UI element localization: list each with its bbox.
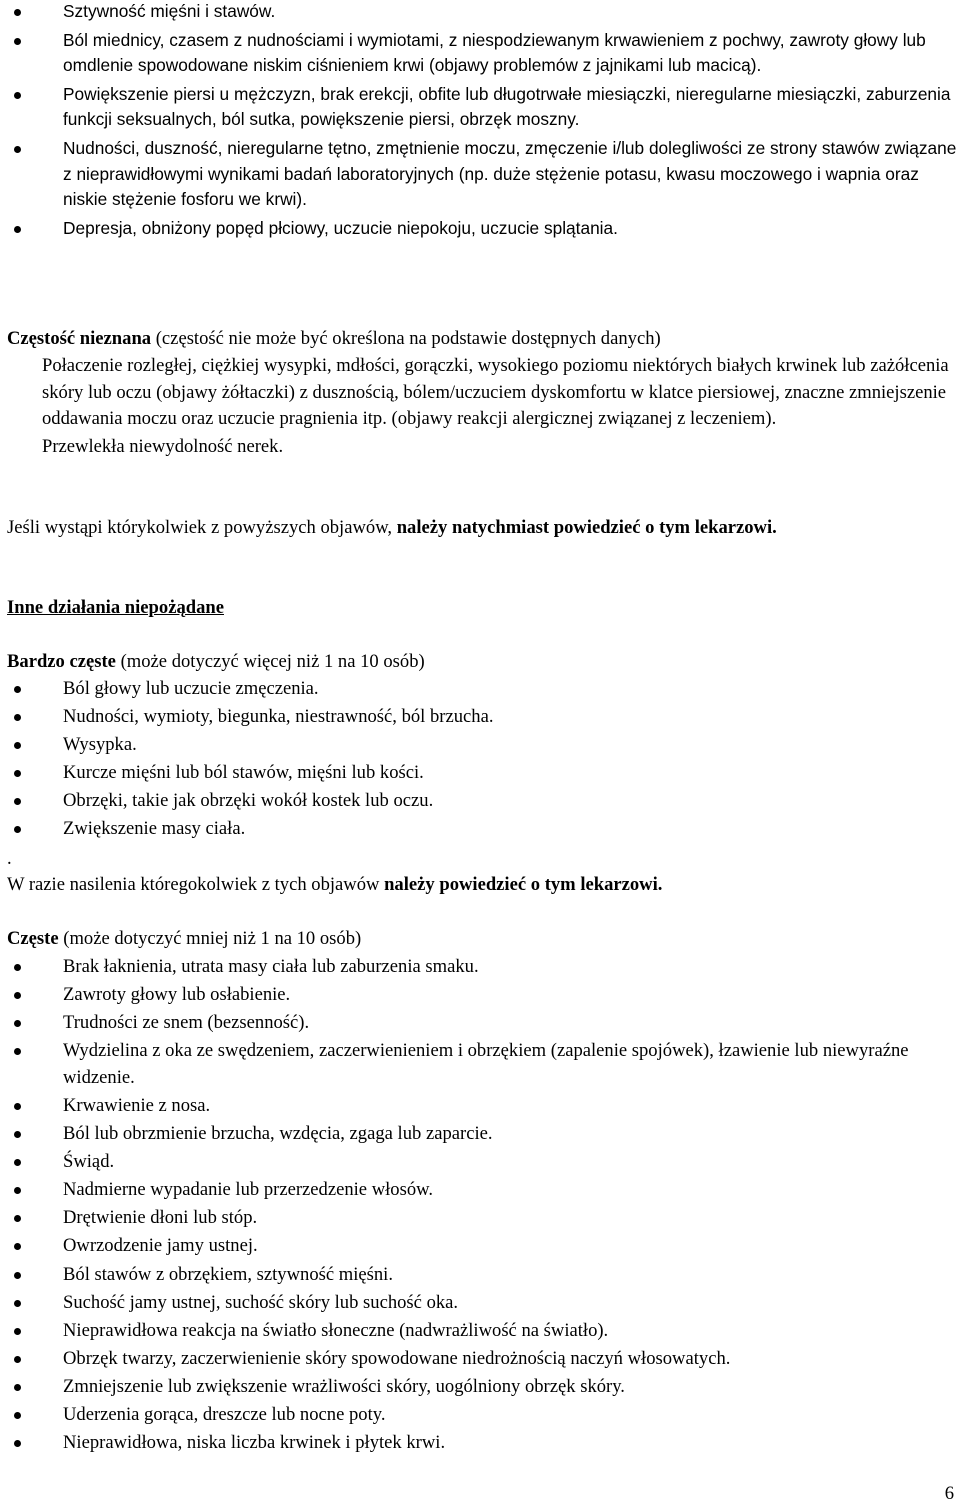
bullet-icon — [14, 992, 21, 999]
list-item: Trudności ze snem (bezsenność). — [63, 1010, 958, 1037]
list-item: Nieprawidłowa, niska liczba krwinek i płytek krwi. — [63, 1430, 958, 1457]
list-item: Owrzodzenie jamy ustnej. — [63, 1233, 958, 1260]
list-item: Krwawienie z nosa. — [63, 1093, 958, 1120]
common-list — [63, 954, 958, 1458]
bullet-icon — [14, 226, 21, 233]
list-item: Świąd. — [63, 1149, 958, 1176]
warning-paragraph-2: W razie nasilenia któregokolwiek z tych objawów należy powiedzieć o tym lekarzowi. — [7, 874, 663, 895]
list-item: Obrzęk twarzy, zaczerwienienie skóry spowodowane niedrożnością naczyń włosowatych. — [63, 1346, 958, 1373]
frequency-unknown-list — [42, 353, 960, 461]
bullet-icon — [14, 826, 21, 833]
bullet-icon — [14, 1300, 21, 1307]
list-item: Zmniejszenie lub zwiększenie wrażliwości skóry, uogólniony obrzęk skóry. — [63, 1374, 958, 1401]
stray-period: . — [7, 848, 12, 869]
bullet-icon — [14, 1384, 21, 1391]
bullet-icon — [14, 38, 21, 45]
list-item: Depresja, obniżony popęd płciowy, uczucie niepokoju, uczucie splątania. — [63, 216, 958, 242]
section-heading: Inne działania niepożądane — [7, 597, 224, 618]
list-item: Połaczenie rozległej, ciężkiej wysypki, mdłości, gorączki, wysokiego poziomu niektórych białych krwinek lub zażółcenia skóry lub oczu (objawy żółtaczki) z dusznością, bólem/uczuciem dyskomfortu w klatce piersiowej, znaczne zmniejszenie oddawania moczu oraz uczucie pragnienia itp. (objawy reakcji alergicznej związanej z leczeniem). — [42, 355, 949, 430]
list-item: Uderzenia gorąca, dreszcze lub nocne poty. — [63, 1402, 958, 1429]
top-symptom-list — [63, 0, 958, 244]
list-item: Sztywność mięśni i stawów. — [63, 0, 958, 25]
list-item: Zawroty głowy lub osłabienie. — [63, 982, 958, 1009]
bullet-icon — [14, 1048, 21, 1055]
common-heading: Częste (może dotyczyć mniej niż 1 na 10 osób) — [7, 928, 362, 949]
bullet-icon — [14, 9, 21, 16]
list-item: Ból głowy lub uczucie zmęczenia. — [63, 676, 958, 703]
bullet-icon — [14, 1440, 21, 1447]
bullet-icon — [14, 770, 21, 777]
list-item: Przewlekła niewydolność nerek. — [42, 435, 284, 457]
bullet-icon — [14, 146, 21, 153]
bullet-icon — [14, 1187, 21, 1194]
list-item: Kurcze mięśni lub ból stawów, mięśni lub kości. — [63, 760, 958, 787]
bullet-icon — [14, 1159, 21, 1166]
bullet-icon — [14, 1328, 21, 1335]
bullet-icon — [14, 1412, 21, 1419]
list-item: Obrzęki, takie jak obrzęki wokół kostek lub oczu. — [63, 788, 958, 815]
bullet-icon — [14, 1356, 21, 1363]
bullet-icon — [14, 1020, 21, 1027]
list-item: Wydzielina z oka ze swędzeniem, zaczerwienieniem i obrzękiem (zapalenie spojówek), łzawienie lub niewyraźne widzenie. — [63, 1038, 958, 1091]
list-item: Powiększenie piersi u mężczyzn, brak erekcji, obfite lub długotrwałe miesiączki, nieregularne miesiączki, zaburzenia funkcji seksualnych, ból sutka, powiększenie piersi, obrzęk moszny. — [63, 82, 958, 133]
bullet-icon — [14, 714, 21, 721]
warning-paragraph: Jeśli wystąpi którykolwiek z powyższych objawów, należy natychmiast powiedzieć o tym lekarzowi. — [7, 517, 777, 538]
bullet-icon — [14, 92, 21, 99]
list-item: Nieprawidłowa reakcja na światło słoneczne (nadwrażliwość na światło). — [63, 1318, 958, 1345]
bullet-icon — [14, 686, 21, 693]
frequency-unknown-heading: Częstość nieznana (częstość nie może być określona na podstawie dostępnych danych) — [7, 328, 661, 349]
list-item: Brak łaknienia, utrata masy ciała lub zaburzenia smaku. — [63, 954, 958, 981]
bullet-icon — [14, 1131, 21, 1138]
list-item: Ból lub obrzmienie brzucha, wzdęcia, zgaga lub zaparcie. — [63, 1121, 958, 1148]
list-item: Zwiększenie masy ciała. — [63, 816, 958, 843]
page-number: 6 — [944, 1483, 954, 1504]
list-item: Suchość jamy ustnej, suchość skóry lub suchość oka. — [63, 1290, 958, 1317]
bullet-icon — [14, 1215, 21, 1222]
list-item: Ból stawów z obrzękiem, sztywność mięśni. — [63, 1262, 958, 1289]
list-item: Ból miednicy, czasem z nudnościami i wymiotami, z niespodziewanym krwawieniem z pochwy, zawroty głowy lub omdlenie spowodowane niskim ciśnieniem krwi (objawy problemów z jajnikami lub macicą). — [63, 28, 958, 79]
list-item: Wysypka. — [63, 732, 958, 759]
bullet-icon — [14, 1103, 21, 1110]
bullet-icon — [14, 964, 21, 971]
bullet-icon — [14, 1243, 21, 1250]
bullet-icon — [14, 798, 21, 805]
list-item: Nudności, wymioty, biegunka, niestrawność, ból brzucha. — [63, 704, 958, 731]
list-item: Drętwienie dłoni lub stóp. — [63, 1205, 958, 1232]
bullet-icon — [14, 742, 21, 749]
list-item: Nadmierne wypadanie lub przerzedzenie włosów. — [63, 1177, 958, 1204]
bullet-icon — [14, 1272, 21, 1279]
list-item: Nudności, duszność, nieregularne tętno, zmętnienie moczu, zmęczenie i/lub dolegliwości ze strony stawów związane z nieprawidłowymi wynikami badań laboratoryjnych (np. duże stężenie potasu, kwasu moczowego i wapnia oraz niskie stężenie fosforu we krwi). — [63, 136, 958, 213]
very-common-list — [63, 676, 958, 845]
very-common-heading: Bardzo częste (może dotyczyć więcej niż 1 na 10 osób) — [7, 651, 425, 672]
